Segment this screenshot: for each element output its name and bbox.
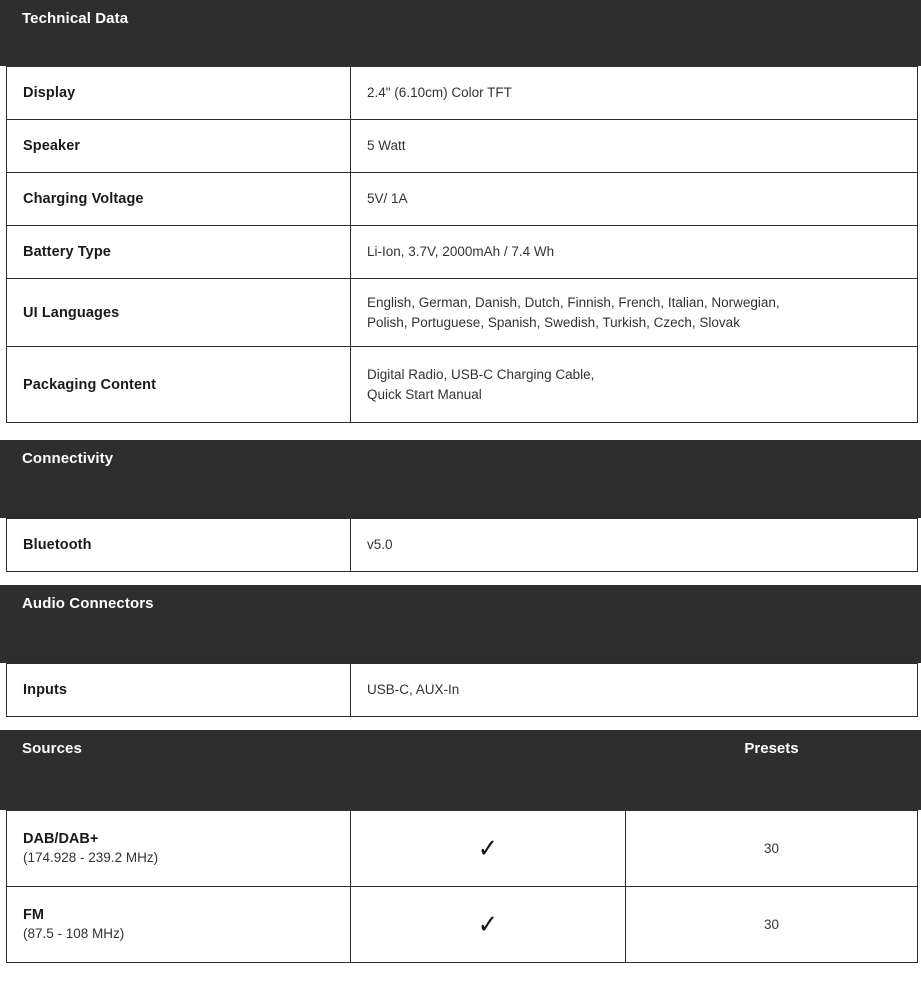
table-row: [7, 226, 918, 279]
table-row: [7, 67, 918, 120]
table-row: [7, 887, 918, 963]
section-header-connectivity: [0, 440, 921, 518]
section-gap: [0, 572, 921, 585]
table-row: [7, 120, 918, 173]
section-gap: [0, 717, 921, 730]
table-row: [7, 811, 918, 887]
section-gap: [0, 423, 921, 440]
spec-value: [351, 519, 918, 572]
sources-table: [6, 810, 918, 963]
spec-value: [351, 226, 918, 279]
checkmark-icon: ✓: [477, 909, 499, 940]
spec-value: [351, 67, 918, 120]
table-row: [7, 519, 918, 572]
technical-data-table: [6, 66, 918, 423]
source-title: DAB/DAB+: [23, 830, 99, 847]
spec-label: Packaging Content: [7, 347, 351, 423]
source-name-cell: [7, 887, 351, 963]
source-presets-count: 30: [626, 887, 918, 963]
connectivity-table: [6, 518, 918, 572]
checkmark-icon: ✓: [477, 833, 499, 864]
technical-data-table-block: [0, 66, 921, 423]
table-row: [7, 279, 918, 347]
spec-value-line: 5 Watt: [367, 138, 406, 154]
spec-value: [351, 279, 918, 347]
spec-label: Battery Type: [7, 226, 351, 279]
table-row: [7, 664, 918, 717]
section-title: Technical Data: [22, 10, 129, 27]
section-header-technical-data: [0, 0, 921, 66]
spec-value-line: USB-C, AUX-In: [367, 682, 460, 698]
spec-value-line: Quick Start Manual: [367, 386, 482, 402]
audio-connectors-table: [6, 663, 918, 717]
spec-label: Charging Voltage: [7, 173, 351, 226]
source-frequency-range: (174.928 - 239.2 MHz): [23, 849, 159, 865]
source-supported-cell: [351, 887, 626, 963]
section-header-sources: [0, 730, 921, 810]
table-row: [7, 347, 918, 423]
section-title: Audio Connectors: [22, 595, 154, 612]
spec-label: Inputs: [7, 664, 351, 717]
source-presets-count: 30: [626, 811, 918, 887]
sources-table-block: [0, 810, 921, 963]
section-header-audio-connectors: [0, 585, 921, 663]
spec-label: UI Languages: [7, 279, 351, 347]
presets-column-header: Presets: [744, 740, 799, 757]
spec-value-line: Li-Ion, 3.7V, 2000mAh / 7.4 Wh: [367, 244, 555, 260]
spec-label: Bluetooth: [7, 519, 351, 572]
source-name-cell: [7, 811, 351, 887]
spec-value-line: Polish, Portuguese, Spanish, Swedish, Turkish, Czech, Slovak: [367, 314, 740, 330]
source-frequency-range: (87.5 - 108 MHz): [23, 925, 125, 941]
spec-label: Display: [7, 67, 351, 120]
section-title: Sources: [22, 740, 82, 757]
spec-value-line: 5V/ 1A: [367, 191, 408, 207]
spec-label: Speaker: [7, 120, 351, 173]
connectivity-table-block: [0, 518, 921, 572]
spec-value-line: English, German, Danish, Dutch, Finnish, French, Italian, Norwegian,: [367, 294, 780, 310]
source-supported-cell: [351, 811, 626, 887]
audio-connectors-table-block: [0, 663, 921, 717]
spec-value-line: v5.0: [367, 537, 393, 553]
table-row: [7, 173, 918, 226]
spec-value-line: Digital Radio, USB-C Charging Cable,: [367, 366, 595, 382]
section-title: Connectivity: [22, 450, 114, 467]
spec-value: [351, 120, 918, 173]
spec-value: [351, 173, 918, 226]
spec-value-line: 2.4" (6.10cm) Color TFT: [367, 85, 512, 101]
spec-value: [351, 347, 918, 423]
spec-value: [351, 664, 918, 717]
source-title: FM: [23, 906, 44, 923]
